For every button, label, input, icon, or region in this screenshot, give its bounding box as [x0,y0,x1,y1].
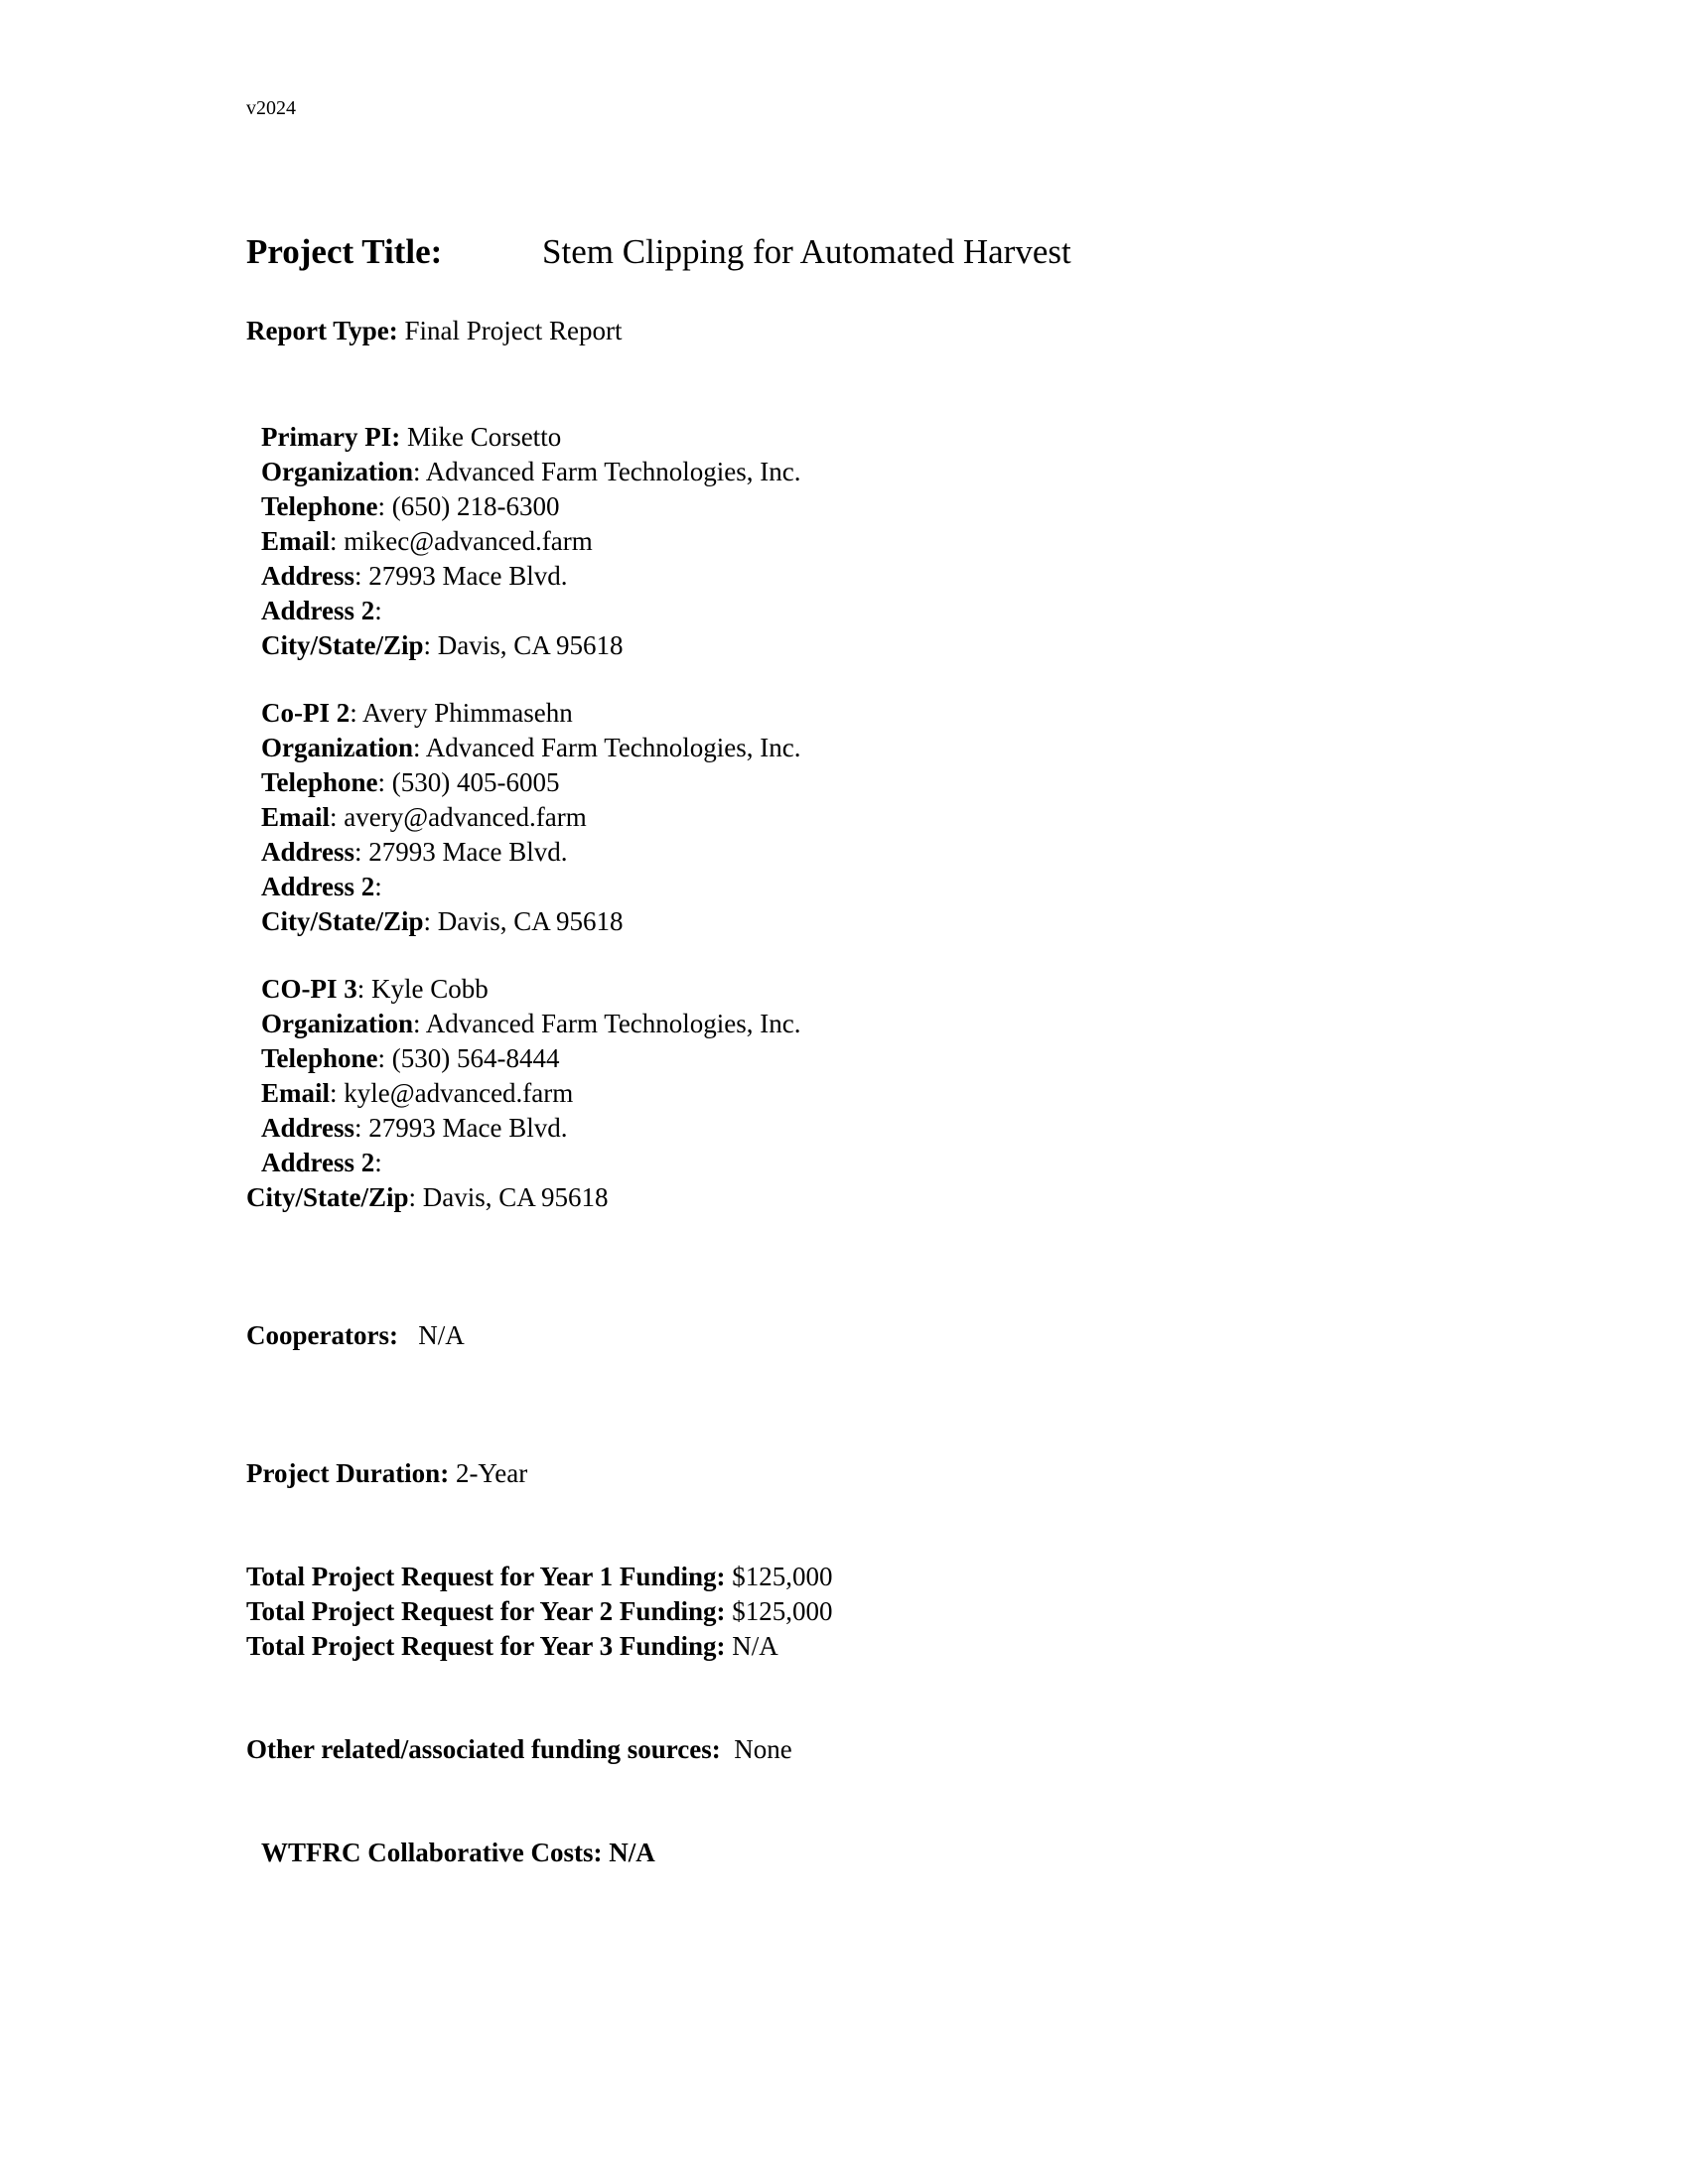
pi-address [261,559,568,593]
report-type-value: Final Project Report [397,316,623,345]
pi-role-label: Primary PI: [261,422,401,452]
funding-year-2 [246,1594,832,1628]
copi3-address [261,1111,568,1145]
pi-email [261,524,593,558]
organization-value: : Advanced Farm Technologies, Inc. [413,733,801,762]
copi2-organization [261,731,801,764]
address2-label: Address 2 [261,596,375,625]
copi3-organization [261,1007,801,1040]
funding-year-3 [246,1629,778,1663]
address2-value: : [374,872,382,901]
copi2-email [261,800,587,834]
copi2-role [261,696,573,730]
address2-label: Address 2 [261,1148,375,1177]
other-funding-label: Other related/associated funding sources: [246,1734,721,1764]
project-title-value: Stem Clipping for Automated Harvest [542,232,1071,271]
copi3-role-label: CO-PI 3 [261,974,357,1004]
copi3-name: : Kyle Cobb [356,974,489,1004]
copi2-address [261,835,568,869]
email-label: Email [261,526,331,556]
address-value: : 27993 Mace Blvd. [354,1113,568,1143]
city-label: City/State/Zip [261,906,424,936]
funding-label: Total Project Request for Year 2 Funding: [246,1596,726,1626]
address-label: Address [261,837,355,867]
copi3-role [261,972,489,1006]
organization-value: : Advanced Farm Technologies, Inc. [413,1009,801,1038]
cooperators [246,1318,465,1352]
funding-value: N/A [725,1631,778,1661]
copi2-telephone [261,765,560,799]
email-label: Email [261,802,331,832]
report-type-label: Report Type: [246,316,398,345]
city-value: : Davis, CA 95618 [423,906,624,936]
report-type [246,314,622,347]
city-label: City/State/Zip [246,1182,409,1212]
funding-value: $125,000 [725,1562,833,1591]
copi3-telephone [261,1041,560,1075]
organization-value: : Advanced Farm Technologies, Inc. [413,457,801,486]
telephone-label: Telephone [261,1043,378,1073]
email-value: : avery@advanced.farm [330,802,587,832]
email-value: : mikec@advanced.farm [330,526,593,556]
address-value: : 27993 Mace Blvd. [354,837,568,867]
cooperators-value: N/A [397,1320,465,1350]
city-label: City/State/Zip [261,630,424,660]
funding-value: $125,000 [725,1596,833,1626]
organization-label: Organization [261,457,413,486]
address2-label: Address 2 [261,872,375,901]
copi2-city [261,904,624,938]
address-label: Address [261,561,355,591]
address-label: Address [261,1113,355,1143]
telephone-value: : (530) 405-6005 [377,767,560,797]
project-title-label: Project Title: [246,232,443,271]
funding-label: Total Project Request for Year 1 Funding: [246,1562,726,1591]
project-duration-value: 2-Year [449,1458,528,1488]
telephone-value: : (650) 218-6300 [377,491,560,521]
copi2-address2 [261,870,382,903]
pi-address2 [261,594,382,627]
wtfrc-collaborative-costs: WTFRC Collaborative Costs: N/A [261,1838,655,1867]
pi-city [261,628,624,662]
other-funding [246,1732,792,1766]
copi3-address2 [261,1146,382,1179]
telephone-label: Telephone [261,767,378,797]
address-value: : 27993 Mace Blvd. [354,561,568,591]
pi-name: Mike Corsetto [400,422,562,452]
funding-label: Total Project Request for Year 3 Funding: [246,1631,726,1661]
email-label: Email [261,1078,331,1108]
telephone-label: Telephone [261,491,378,521]
email-value: : kyle@advanced.farm [330,1078,574,1108]
project-duration-label: Project Duration: [246,1458,450,1488]
copi2-role-label: Co-PI 2 [261,698,351,728]
pi-role [261,420,561,454]
copi2-name: : Avery Phimmasehn [350,698,573,728]
version-label: v2024 [246,97,296,119]
copi3-email [261,1076,573,1110]
pi-telephone [261,489,560,523]
other-funding-value: None [720,1734,792,1764]
address2-value: : [374,1148,382,1177]
organization-label: Organization [261,1009,413,1038]
funding-year-1 [246,1560,832,1593]
copi3-city [246,1180,609,1214]
telephone-value: : (530) 564-8444 [377,1043,560,1073]
city-value: : Davis, CA 95618 [408,1182,609,1212]
project-title [246,230,1071,274]
pi-organization [261,455,801,488]
project-duration [246,1456,527,1490]
cooperators-label: Cooperators: [246,1320,398,1350]
address2-value: : [374,596,382,625]
organization-label: Organization [261,733,413,762]
city-value: : Davis, CA 95618 [423,630,624,660]
